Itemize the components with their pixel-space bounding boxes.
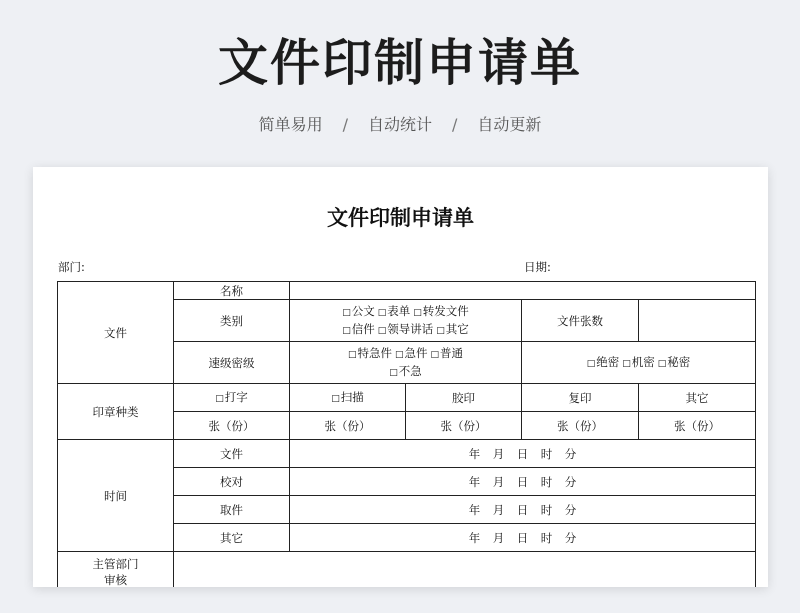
seal-quantity-cell[interactable]: 张（份） <box>406 412 522 440</box>
page-title: 文件印制申请单 <box>218 34 582 92</box>
checkbox-icon: □ <box>377 325 387 336</box>
seal-type-label: 复印 <box>522 384 639 412</box>
category-label: 类别 <box>174 300 290 342</box>
file-name-label: 名称 <box>174 282 290 300</box>
time-row-label: 文件 <box>174 440 290 468</box>
page-count-label: 文件张数 <box>522 300 639 342</box>
urgency-label: 速级密级 <box>174 342 290 384</box>
subtitle-item: 自动更新 <box>477 115 542 134</box>
form-sheet <box>33 167 768 587</box>
secrecy-option-checkbox[interactable]: □机密 <box>622 354 655 369</box>
supervisor-review-input[interactable] <box>174 552 756 588</box>
supervisor-label: 主管部门 审核 <box>58 552 174 588</box>
time-row-label: 取件 <box>174 496 290 524</box>
subtitle-item: 自动统计 <box>367 115 432 134</box>
checkbox-icon: □ <box>342 325 351 336</box>
urgency-options <box>290 342 522 384</box>
checkbox-icon: □ <box>215 393 224 404</box>
seal-section-label: 印章种类 <box>58 384 174 440</box>
checkbox-icon: □ <box>347 349 357 360</box>
seal-type-option[interactable]: □打字 <box>174 384 290 412</box>
time-section-label: 时间 <box>58 440 174 552</box>
secrecy-options <box>522 342 756 384</box>
secrecy-option-checkbox[interactable]: □绝密 <box>586 354 620 369</box>
application-form-table <box>57 281 756 587</box>
subtitle-separator: / <box>452 115 458 134</box>
category-option-checkbox[interactable]: □转发文件 <box>413 303 469 318</box>
seal-quantity-cell[interactable]: 张（份） <box>174 412 290 440</box>
seal-type-option[interactable]: □扫描 <box>290 384 406 412</box>
subtitle-separator: / <box>342 115 348 134</box>
checkbox-icon: □ <box>342 307 351 318</box>
checkbox-icon: □ <box>377 307 387 318</box>
time-row-label: 校对 <box>174 468 290 496</box>
seal-quantity-cell[interactable]: 张（份） <box>639 412 756 440</box>
secrecy-option-checkbox[interactable]: □秘密 <box>657 354 691 369</box>
category-option-checkbox[interactable]: □公文 <box>342 303 375 318</box>
checkbox-icon: □ <box>657 358 667 369</box>
urgency-option-checkbox[interactable]: □特急件 <box>347 345 392 360</box>
checkbox-icon: □ <box>436 325 445 336</box>
checkbox-icon: □ <box>394 349 404 360</box>
page-count-input[interactable] <box>639 300 756 342</box>
file-name-input[interactable] <box>290 282 756 300</box>
seal-quantity-cell[interactable]: 张（份） <box>522 412 639 440</box>
seal-quantity-cell[interactable]: 张（份） <box>290 412 406 440</box>
category-option-checkbox[interactable]: □表单 <box>377 303 411 318</box>
time-date-input[interactable]: 年 月 日 时 分 <box>290 440 756 468</box>
urgency-option-checkbox[interactable]: □不急 <box>389 363 422 378</box>
seal-type-label: 胶印 <box>406 384 522 412</box>
time-date-input[interactable]: 年 月 日 时 分 <box>290 524 756 552</box>
subtitle-item: 简单易用 <box>258 115 323 134</box>
form-title: 文件印制申请单 <box>327 206 474 230</box>
urgency-option-checkbox[interactable]: □普通 <box>430 345 464 360</box>
checkbox-icon: □ <box>586 358 596 369</box>
date-field[interactable]: 日期: <box>524 260 551 274</box>
time-date-input[interactable]: 年 月 日 时 分 <box>290 496 756 524</box>
category-option-checkbox[interactable]: □领导讲话 <box>377 321 434 336</box>
time-date-input[interactable]: 年 月 日 时 分 <box>290 468 756 496</box>
checkbox-icon: □ <box>389 367 398 378</box>
subtitle <box>0 113 800 137</box>
category-options <box>290 300 522 342</box>
checkbox-icon: □ <box>331 393 340 404</box>
category-option-checkbox[interactable]: □其它 <box>436 321 469 336</box>
checkbox-icon: □ <box>413 307 422 318</box>
category-option-checkbox[interactable]: □信件 <box>342 321 375 336</box>
urgency-option-checkbox[interactable]: □急件 <box>394 345 428 360</box>
checkbox-icon: □ <box>622 358 631 369</box>
seal-type-label: 其它 <box>639 384 756 412</box>
file-section-label: 文件 <box>58 282 174 384</box>
time-row-label: 其它 <box>174 524 290 552</box>
checkbox-icon: □ <box>430 349 440 360</box>
dept-field[interactable]: 部门: <box>58 260 85 274</box>
